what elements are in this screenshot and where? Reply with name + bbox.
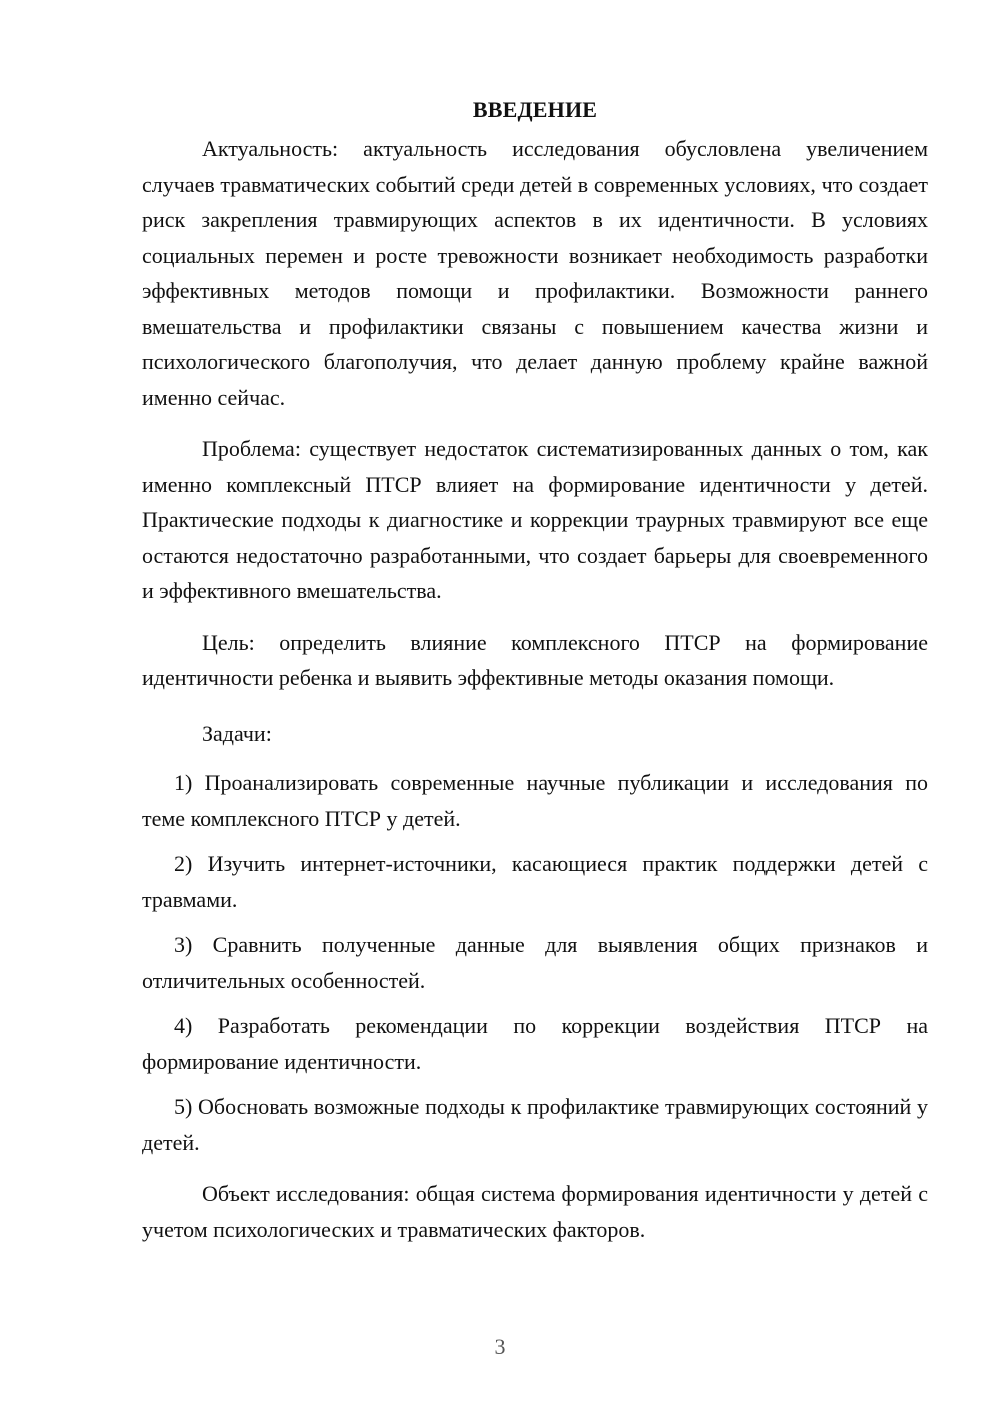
task-item: 1) Проанализировать современные научные публикации и исследования по теме комплексного ПТСР у детей. (142, 770, 928, 831)
tasks-label: Задачи: (202, 720, 272, 746)
paragraph-relevance: Актуальность: актуальность исследования обусловлена увеличением случаев травматических событий среди детей в современных условиях, что создает риск закрепления травмирующих аспектов в их идентичности. В условиях социальных перемен и росте тревожности возникает необходимость разработки эффективных методов помощи и профилактики. Возможности раннего вмешательства и профилактики связаны с повышением качества жизни и психологического благополучия, что делает данную проблему крайне важной именно сейчас. (142, 136, 928, 410)
paragraph-problem: Проблема: существует недостаток систематизированных данных о том, как именно комплексный ПТСР влияет на формирование идентичности у детей. Практические подходы к диагностике и коррекции траурных травмируют все еще остаются недостаточно разработанными, что создает барьеры для своевременного и эффективного вмешательства. (142, 436, 928, 603)
task-item: 2) Изучить интернет-источники, касающиеся практик поддержки детей с травмами. (142, 851, 928, 912)
page-title: ВВЕДЕНИЕ (472, 97, 598, 122)
page-number: 3 (494, 1334, 506, 1359)
task-list (142, 765, 928, 1160)
paragraph-goal: Цель: определить влияние комплексного ПТСР на формирование идентичности ребенка и выявить эффективные методы оказания помощи. (142, 629, 928, 690)
task-item: 4) Разработать рекомендации по коррекции воздействия ПТСР на формирование идентичности. (142, 1013, 928, 1074)
document-page (142, 92, 928, 1247)
paragraph-object: Объект исследования: общая система формирования идентичности у детей с учетом психологических и травматических факторов. (142, 1181, 928, 1242)
task-item: 5) Обосновать возможные подходы к профилактике травмирующих состояний у детей. (142, 1094, 928, 1155)
task-item: 3) Сравнить полученные данные для выявления общих признаков и отличительных особенностей. (142, 932, 928, 993)
